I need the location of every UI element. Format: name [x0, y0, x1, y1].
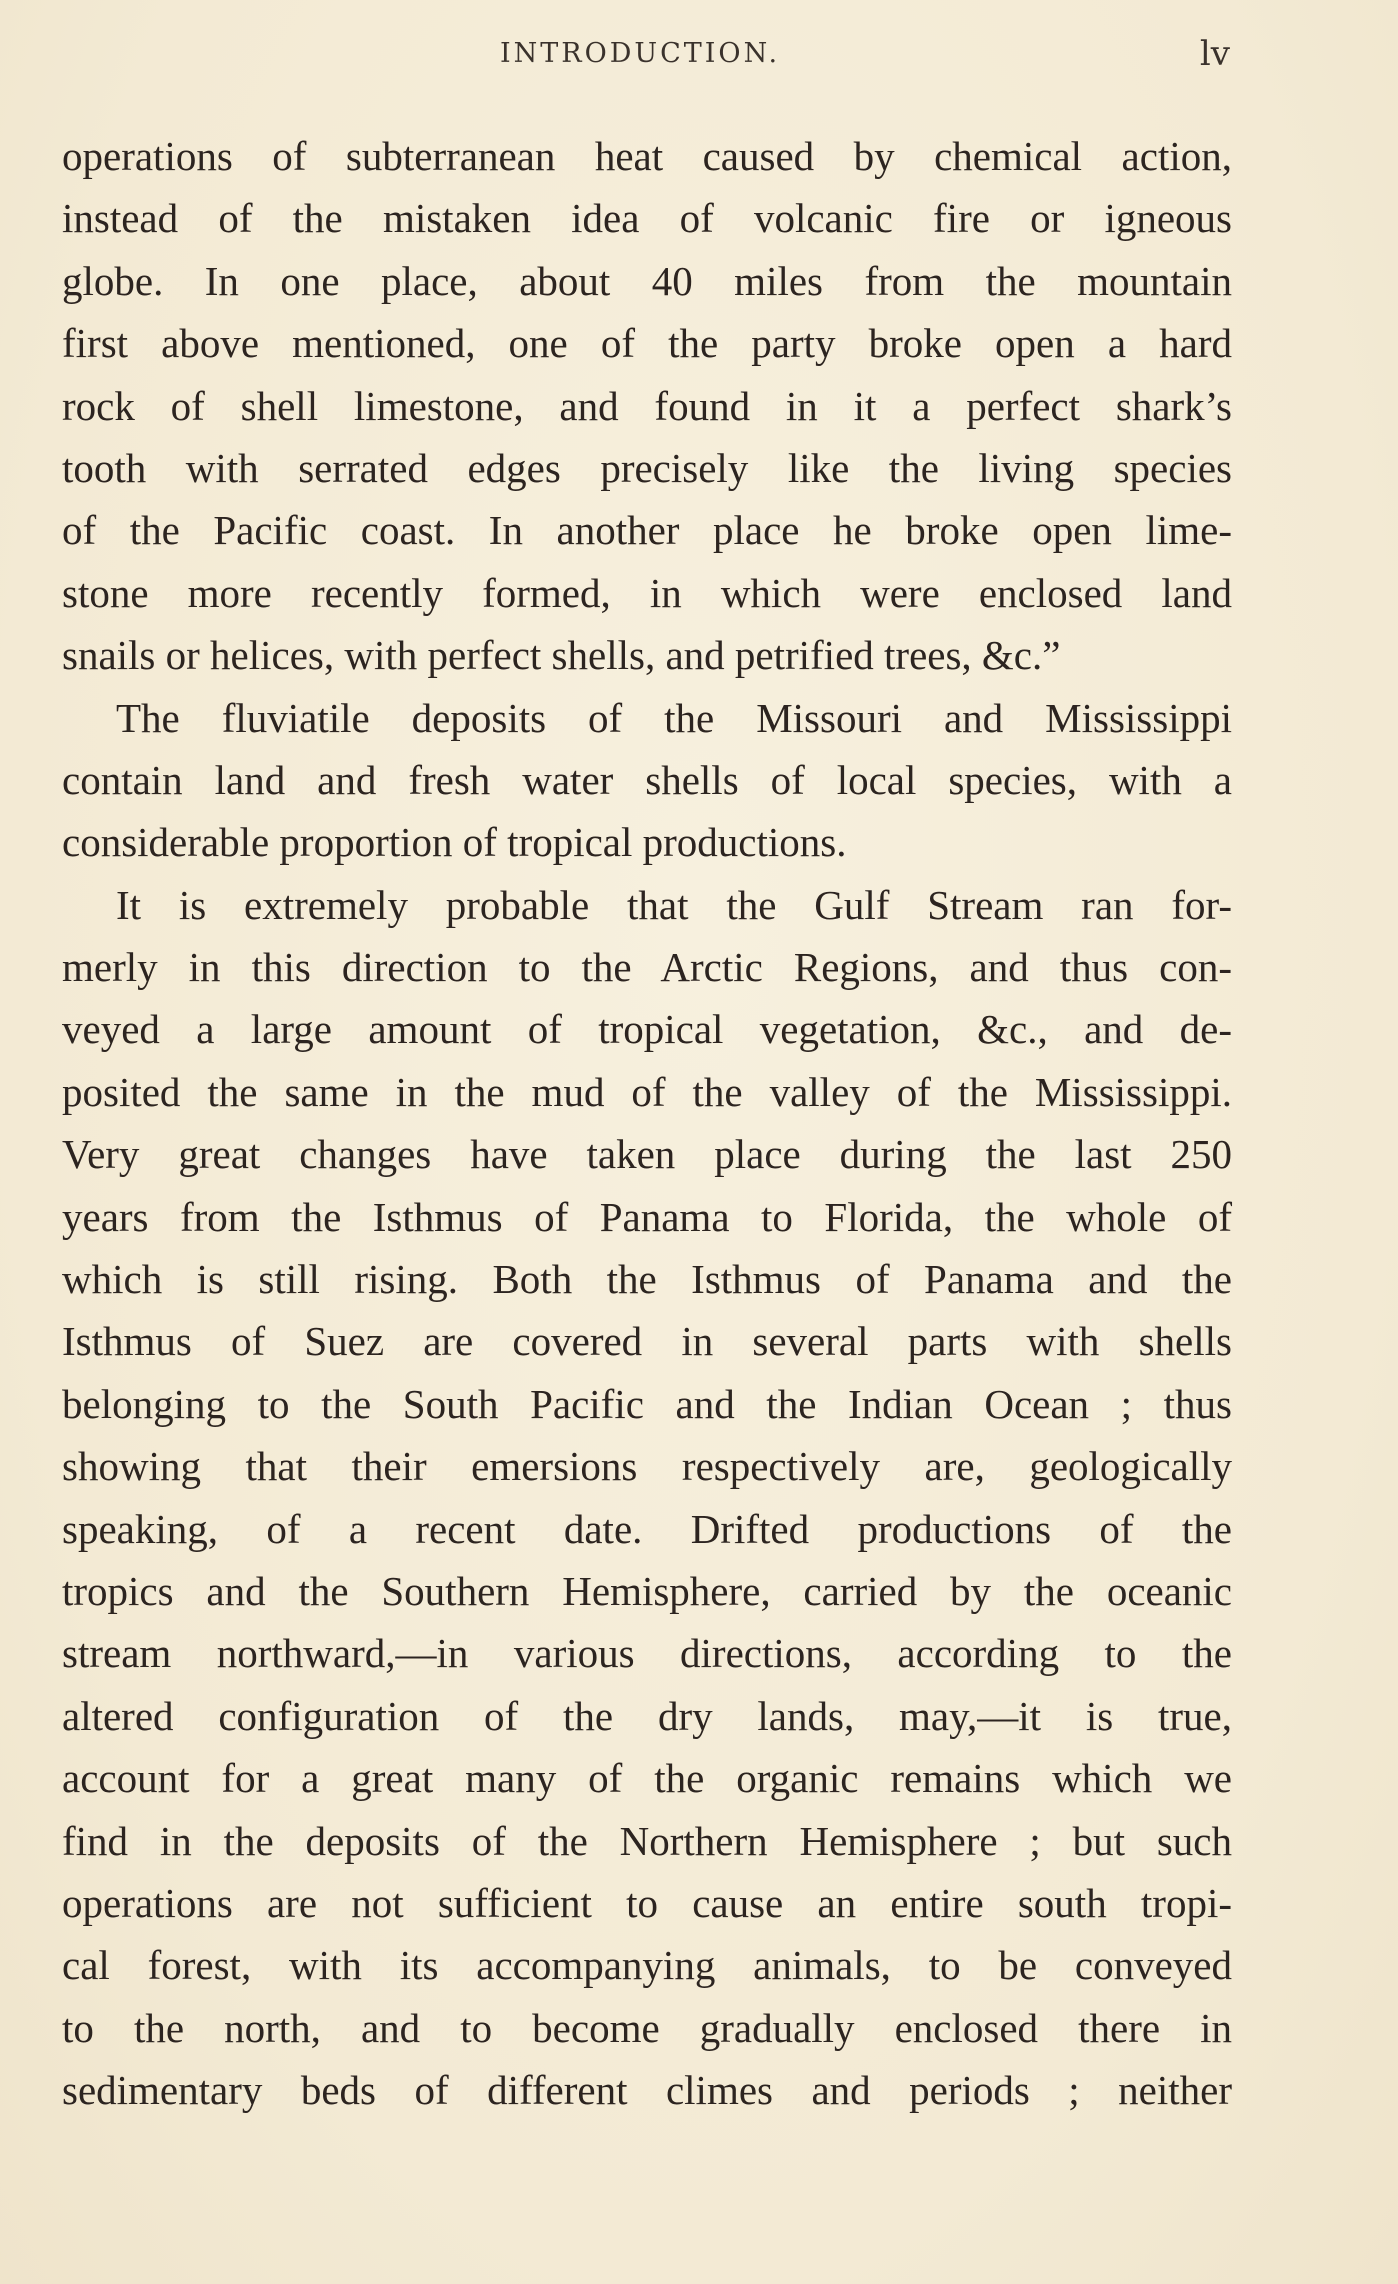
text-line: considerable proportion of tropical productions. [62, 819, 847, 866]
text-line: The fluviatile deposits of the Missouri and Mississippi [116, 694, 1232, 741]
running-head [62, 34, 1230, 82]
text-line: Very great changes have taken place during the last 250 [62, 1131, 1232, 1178]
text-line: snails or helices, with perfect shells, and petrified trees, &c.” [62, 632, 1061, 679]
text-line: of the Pacific coast. In another place he broke open lime- [62, 507, 1232, 554]
text-line: belonging to the South Pacific and the Indian Ocean ; thus [62, 1380, 1232, 1427]
text-line: to the north, and to become gradually enclosed there in [62, 2004, 1232, 2051]
text-line: Isthmus of Suez are covered in several parts with shells [62, 1318, 1232, 1365]
text-line: stream northward,—in various directions, according to the [62, 1630, 1232, 1677]
text-line: cal forest, with its accompanying animals, to be conveyed [62, 1942, 1232, 1989]
text-line: tooth with serrated edges precisely like the living species [62, 444, 1232, 491]
text-line: operations are not sufficient to cause an entire south tropi- [62, 1879, 1232, 1926]
text-line: first above mentioned, one of the party broke open a hard [62, 320, 1232, 367]
text-line: operations of subterranean heat caused by chemical action, [62, 133, 1232, 179]
running-title: INTRODUCTION. [499, 38, 781, 69]
text-line: tropics and the Southern Hemisphere, carried by the oceanic [62, 1567, 1232, 1614]
text-line: altered configuration of the dry lands, may,—it is true, [62, 1692, 1232, 1739]
text-line: veyed a large amount of tropical vegetation, &c., and de- [62, 1006, 1232, 1053]
body-text [62, 125, 1232, 2122]
text-line: posited the same in the mud of the valley of the Mississippi. [62, 1068, 1232, 1115]
text-line: find in the deposits of the Northern Hemisphere ; but such [62, 1817, 1232, 1864]
text-line: instead of the mistaken idea of volcanic fire or igneous [62, 195, 1232, 242]
text-line: account for a great many of the organic remains which we [62, 1755, 1232, 1802]
text-line: showing that their emersions respectively are, geologically [62, 1443, 1232, 1490]
text-line: which is still rising. Both the Isthmus of Panama and the [62, 1256, 1232, 1303]
text-line: sedimentary beds of different climes and periods ; neither [62, 2067, 1232, 2114]
text-line: years from the Isthmus of Panama to Florida, the whole of [62, 1193, 1232, 1240]
text-line: contain land and fresh water shells of local species, with a [62, 756, 1232, 803]
text-line: It is extremely probable that the Gulf Stream ran for- [116, 881, 1232, 928]
text-line: speaking, of a recent date. Drifted productions of the [62, 1505, 1232, 1552]
text-line: stone more recently formed, in which were enclosed land [62, 569, 1232, 616]
text-line: globe. In one place, about 40 miles from the mountain [62, 257, 1232, 304]
text-line: merly in this direction to the Arctic Regions, and thus con- [62, 944, 1232, 991]
text-line: rock of shell limestone, and found in it a perfect shark’s [62, 382, 1232, 429]
page-number: lv [1199, 34, 1230, 74]
